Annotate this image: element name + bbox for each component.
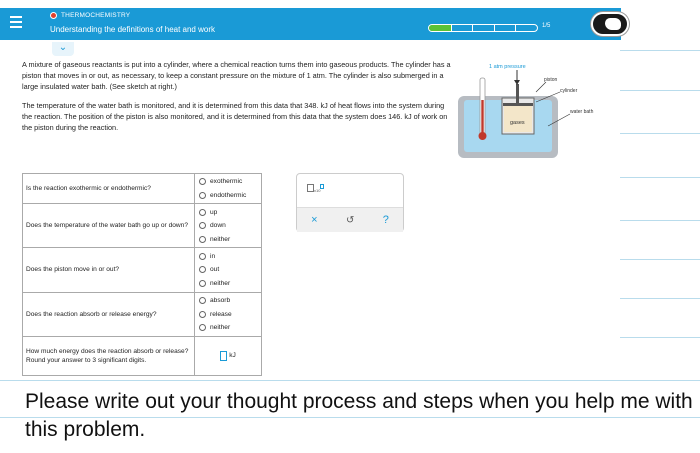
radio-option[interactable]	[199, 219, 257, 233]
water-bath-label: water bath	[570, 109, 594, 115]
piston-shape	[503, 103, 533, 106]
energy-answer	[199, 338, 257, 374]
radio-option[interactable]	[199, 233, 257, 247]
energy-input[interactable]	[220, 351, 227, 361]
toggle-knob-icon	[605, 18, 621, 30]
pressure-arrow-head	[514, 80, 520, 85]
ruled-line	[620, 50, 700, 51]
subject-label	[50, 12, 130, 19]
answer-table	[22, 173, 262, 376]
scientific-notation-button[interactable]	[307, 184, 324, 194]
ruled-line	[620, 220, 700, 221]
question-cell: Does the piston move in or out?	[23, 248, 195, 292]
page-title: Understanding the definitions of heat and work	[50, 25, 215, 34]
radio-option[interactable]	[199, 263, 257, 277]
problem-paragraph-2: The temperature of the water bath is monitored, and it is determined from this data that 348. kJ of heat flows into the system during the reaction. The position of the piston is also monitored, and it is determined from this data that the system does 146. kJ of work on the piston during the reaction.	[22, 101, 448, 132]
toggle-button[interactable]	[591, 12, 629, 36]
piston-label: piston	[544, 77, 558, 83]
ruled-line	[620, 133, 700, 134]
option-label: absorb	[210, 296, 231, 304]
subject-text: THERMOCHEMISTRY	[61, 12, 131, 19]
radio-button[interactable]	[199, 178, 206, 185]
radio-option[interactable]	[199, 277, 257, 291]
energy-answer-cell	[195, 336, 262, 375]
template-label: x10	[314, 188, 321, 193]
radio-button[interactable]	[199, 209, 206, 216]
progress-fill	[429, 25, 451, 31]
radio-option[interactable]	[199, 321, 257, 335]
progress-segment	[451, 25, 473, 31]
table-row	[23, 174, 262, 204]
progress-segment	[494, 25, 516, 31]
table-row	[23, 336, 262, 375]
option-label: neither	[210, 236, 231, 244]
cylinder-label: cylinder	[560, 88, 578, 94]
radio-button[interactable]	[199, 280, 206, 287]
option-label: up	[210, 208, 218, 216]
radio-button[interactable]	[199, 253, 206, 260]
clear-button[interactable]: ×	[311, 214, 318, 226]
option-label: endothermic	[210, 192, 247, 200]
radio-button[interactable]	[199, 192, 206, 199]
gases-region	[504, 106, 532, 132]
radio-option[interactable]	[199, 189, 257, 203]
thermometer-bulb	[479, 132, 487, 140]
options-cell	[195, 292, 262, 336]
option-label: neither	[210, 324, 231, 332]
piston-pointer	[536, 82, 546, 92]
request-text: Please write out your thought process and steps when you help me with this problem.	[25, 390, 693, 441]
exponent-box-icon	[320, 184, 324, 189]
radio-button[interactable]	[199, 324, 206, 331]
progress-count: 1/5	[542, 23, 551, 29]
thermometer-mercury	[481, 100, 483, 134]
radio-option[interactable]	[199, 175, 257, 189]
apparatus-diagram	[452, 60, 612, 170]
table-row	[23, 292, 262, 336]
status-dot-icon	[50, 12, 57, 19]
question-cell: Does the temperature of the water bath go up or down?	[23, 204, 195, 248]
ruled-line	[620, 90, 700, 91]
radio-button[interactable]	[199, 297, 206, 304]
progress-segment	[515, 25, 537, 31]
radio-button[interactable]	[199, 236, 206, 243]
option-label: out	[210, 266, 220, 274]
ruled-line	[620, 259, 700, 260]
piston-rod	[516, 84, 519, 103]
radio-option[interactable]	[199, 307, 257, 321]
option-label: neither	[210, 280, 231, 288]
question-cell: Is the reaction exothermic or endothermic?	[23, 174, 195, 204]
tools-action-bar	[297, 207, 403, 232]
option-label: exothermic	[210, 178, 243, 186]
options-cell	[195, 248, 262, 292]
ruled-line	[620, 177, 700, 178]
pressure-label: 1 atm pressure	[489, 64, 526, 70]
energy-unit-label: kJ	[229, 352, 236, 360]
ruled-line	[620, 337, 700, 338]
radio-button[interactable]	[199, 222, 206, 229]
radio-button[interactable]	[199, 266, 206, 273]
problem-paragraph-1: A mixture of gaseous reactants is put into a cylinder, where a chemical reaction turns them into gaseous products. The cylinder has a piston that moves in or out, as necessary, to keep a constant pressure on the mixture of 1 atm. The cylinder is also submerged in a large insulated water bath. (See sketch at right.)	[22, 60, 451, 91]
ruled-line	[0, 380, 700, 381]
gases-label: gases	[510, 120, 525, 126]
progress-bar	[428, 24, 538, 32]
question-cell: How much energy does the reaction absorb or release? Round your answer to 3 significant digits.	[23, 336, 195, 375]
table-row	[23, 248, 262, 292]
header-bar	[0, 8, 621, 40]
tools-panel	[296, 173, 404, 232]
option-label: down	[210, 222, 226, 230]
progress-segment	[472, 25, 494, 31]
collapse-chevron-icon[interactable]: ⌄	[52, 42, 74, 56]
option-label: in	[210, 252, 216, 260]
radio-option[interactable]	[199, 249, 257, 263]
radio-button[interactable]	[199, 311, 206, 318]
ruled-line	[620, 298, 700, 299]
menu-icon[interactable]	[10, 16, 22, 30]
radio-option[interactable]	[199, 205, 257, 219]
options-cell	[195, 204, 262, 248]
question-cell: Does the reaction absorb or release energy?	[23, 292, 195, 336]
option-label: release	[210, 310, 232, 318]
template-box-icon	[307, 184, 314, 192]
options-cell	[195, 174, 262, 204]
radio-option[interactable]	[199, 294, 257, 308]
help-button[interactable]: ?	[382, 214, 389, 226]
undo-button[interactable]: ↺	[345, 214, 355, 226]
table-row	[23, 204, 262, 248]
